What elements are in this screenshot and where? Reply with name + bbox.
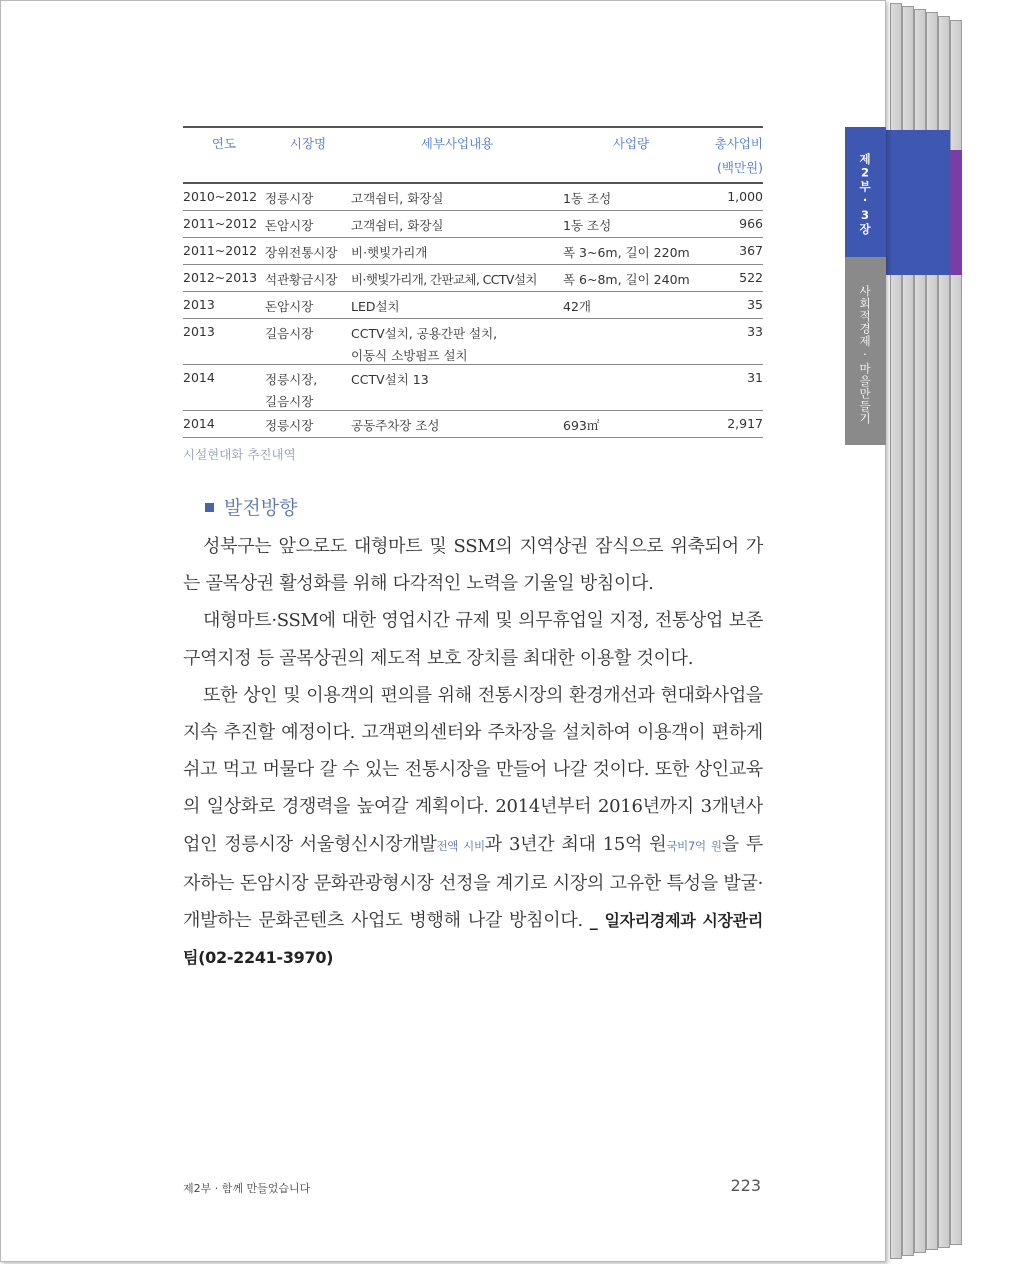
edge-tab-purple	[950, 150, 962, 275]
header-detail: 세부사업내용	[351, 127, 563, 183]
part-chapter-tab[interactable]	[845, 127, 886, 257]
page-number: 223	[730, 1176, 761, 1195]
table-row: 2013 돈암시장 LED설치 42개 35	[183, 292, 763, 319]
funding-note: 국비7억 원	[666, 838, 722, 853]
header-market: 시장명	[265, 127, 351, 183]
table-row: 2013 길음시장 CCTV설치, 공용간판 설치, 이동식 소방펌프 설치 33	[183, 319, 763, 365]
table-row: 2012~2013 석관황금시장 비·햇빛가리개, 간판교체, CCTV설치 폭 6~8m, 길이 240m 522	[183, 265, 763, 292]
facility-table	[183, 126, 763, 438]
table-row: 2014 정릉시장, 길음시장 CCTV설치 13 31	[183, 365, 763, 411]
paragraph: 또한 상인 및 이용객의 편의를 위해 전통시장의 환경개선과 현대화사업을 지속 추진할 예정이다. 고객편의센터와 주차장을 설치하여 이용객이 편하게 쉬고 먹고 머물다 갈 수 있는 전통시장을 만들어 나갈 것이다. 또한 상인교육의 일상화로 경쟁력을 높여갈 계획이다. 2014년부터 2016년까지 3개년사업인 정릉시장 서울형신시장개발전액 시비과 3년간 최대 15억 원국비7억 원을 투자하는 돈암시장 문화관광형시장 선정을 계기로 시장의 고유한 특성을 발굴·개발하는 문화콘텐츠 사업도 병행해 나갈 방침이다. _ 일자리경제과 시장관리팀(02-2241-3970)	[183, 684, 763, 968]
section-title: 발전방향	[224, 497, 298, 519]
funding-note: 전액 시비	[436, 838, 485, 853]
chapter-title-tab[interactable]	[845, 257, 886, 445]
table-row: 2011~2012 돈암시장 고객쉼터, 화장실 1동 조성 966	[183, 211, 763, 238]
header-year: 연도	[183, 127, 265, 183]
paragraph: 성북구는 앞으로도 대형마트 및 SSM의 지역상권 잠식으로 위축되어 가는 골목상권 활성화를 위해 다각적인 노력을 기울일 방침이다.	[183, 536, 763, 595]
body-text	[183, 528, 763, 976]
paragraph: 대형마트·SSM에 대한 영업시간 규제 및 의무휴업일 지정, 전통상업 보존구역지정 등 골목상권의 제도적 보호 장치를 최대한 이용할 것이다.	[183, 610, 763, 669]
table-row: 2011~2012 장위전통시장 비·햇빛가리개 폭 3~6m, 길이 220m 367	[183, 238, 763, 265]
header-amount: 사업량	[563, 127, 699, 183]
contact-info: _ 일자리경제과 시장관리팀(02-2241-3970)	[183, 911, 763, 968]
table-caption: 시설현대화 추진내역	[183, 447, 296, 462]
part-chapter-label: 제2부·3장	[858, 153, 872, 236]
header-cost: 총사업비 (백만원)	[699, 127, 763, 183]
footer-section-title: 제2부 · 함께 만들었습니다	[183, 1182, 311, 1195]
edge-tab-blue	[886, 130, 950, 275]
section-heading	[205, 493, 297, 520]
square-bullet-icon	[205, 503, 214, 512]
table-row: 2010~2012 정릉시장 고객쉼터, 화장실 1동 조성 1,000	[183, 183, 763, 211]
chapter-title-label: 사회적경제·마을만들기	[858, 285, 872, 425]
table-row: 2014 정릉시장 공동주차장 조성 693㎡ 2,917	[183, 411, 763, 438]
